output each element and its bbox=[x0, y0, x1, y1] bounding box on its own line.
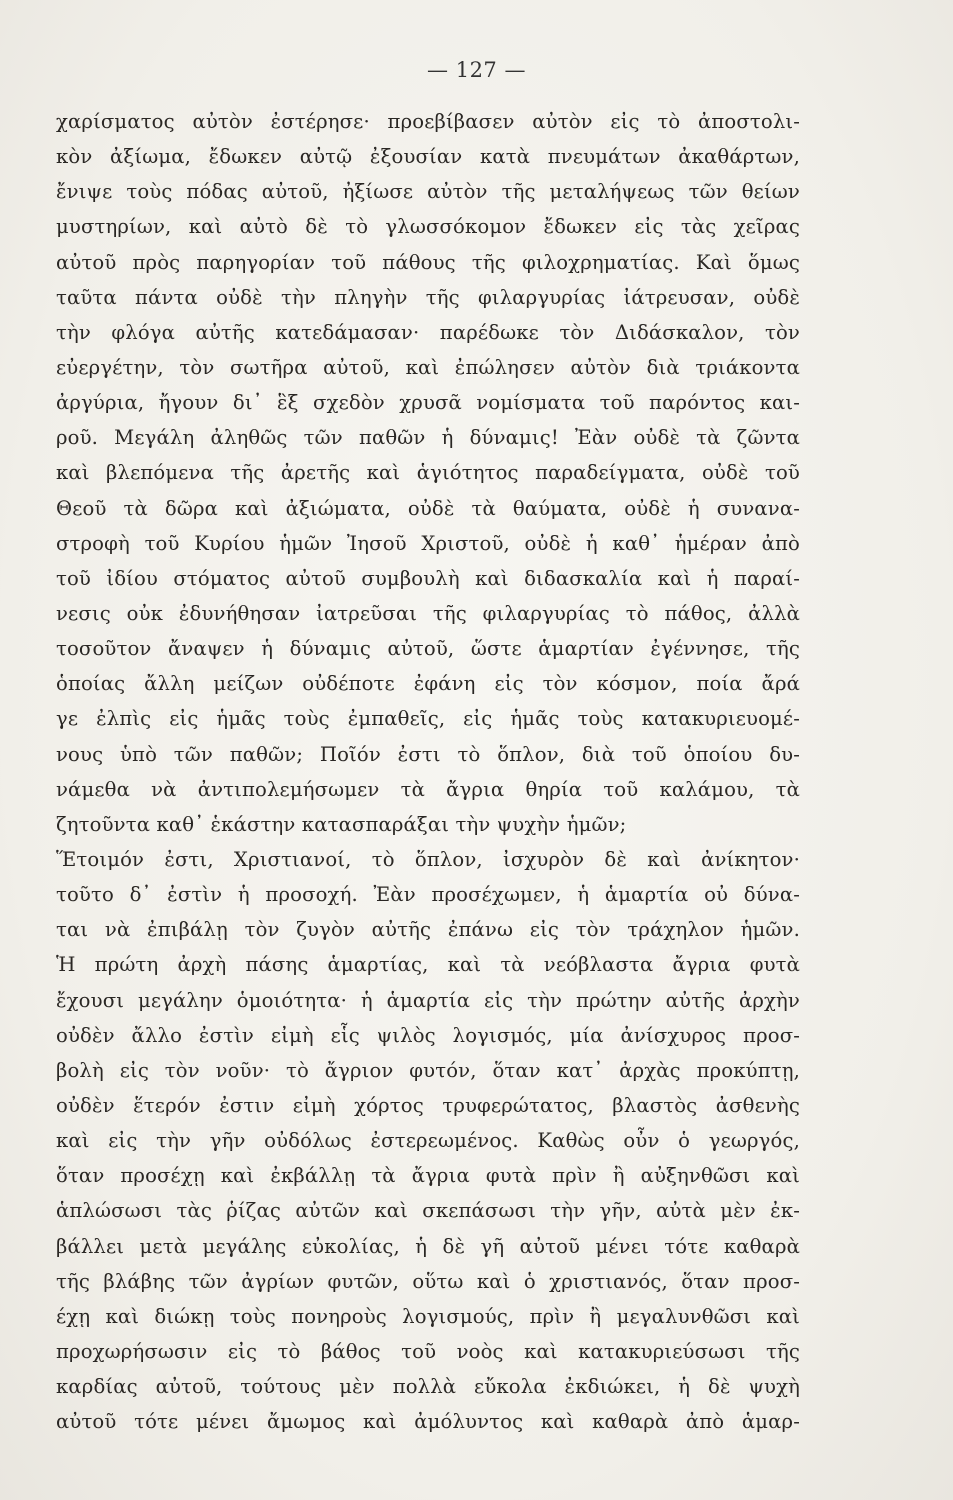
text-line: καρδίας αὐτοῦ, τούτους μὲν πολλὰ εὔκολα ἐκδιώκει, ἡ δὲ ψυχὴ bbox=[56, 1375, 800, 1399]
text-line: τῆς βλάβης τῶν ἀγρίων φυτῶν, οὕτω καὶ ὁ χριστιανός, ὅταν προσ- bbox=[56, 1269, 800, 1293]
text-line: Ἡ πρώτη ἀρχὴ πάσης ἁμαρτίας, καὶ τὰ νεόβλαστα ἄγρια φυτὰ bbox=[56, 953, 800, 977]
text-line: ἔνιψε τοὺς πόδας αὐτοῦ, ἠξίωσε αὐτὸν τῆς μεταλήψεως τῶν θείων bbox=[56, 180, 800, 204]
text-line: τὴν φλόγα αὐτῆς κατεδάμασαν· παρέδωκε τὸν Διδάσκαλον, τὸν bbox=[56, 320, 800, 344]
page-number: — 127 — bbox=[427, 58, 526, 82]
text-line: νεσις οὐκ ἐδυνήθησαν ἰατρεῦσαι τῆς φιλαργυρίας τὸ πάθος, ἀλλὰ bbox=[56, 601, 800, 625]
text-line: ταῦτα πάντα οὐδὲ τὴν πληγὴν τῆς φιλαργυρίας ἰάτρευσαν, οὐδὲ bbox=[56, 285, 800, 309]
text-line: καὶ εἰς τὴν γῆν οὐδόλως ἐστερεωμένος. Καθὼς οὖν ὁ γεωργός, bbox=[56, 1129, 800, 1153]
text-line: αὐτοῦ τότε μένει ἄμωμος καὶ ἀμόλυντος καὶ καθαρὰ ἀπὸ ἁμαρ- bbox=[56, 1410, 800, 1434]
text-line: ἔχουσι μεγάλην ὁμοιότητα· ἡ ἁμαρτία εἰς τὴν πρώτην αὐτῆς ἀρχὴν bbox=[56, 988, 800, 1012]
text-line: έχῃ καὶ διώκῃ τοὺς πονηροὺς λογισμούς, πρὶν ἢ μεγαλυνθῶσι καὶ bbox=[56, 1304, 800, 1328]
text-line: τοῦ ἰδίου στόματος αὐτοῦ συμβουλὴ καὶ διδασκαλία καὶ ἡ παραί- bbox=[56, 566, 800, 590]
text-line: ἀργύρια, ἤγουν δι᾽ ἓξ σχεδὸν χρυσᾶ νομίσματα τοῦ παρόντος και- bbox=[56, 391, 800, 415]
text-line: ἁπλώσωσι τὰς ῥίζας αὐτῶν καὶ σκεπάσωσι τὴν γῆν, αὐτὰ μὲν ἐκ- bbox=[56, 1199, 800, 1223]
text-line: νάμεθα νὰ ἀντιπολεμήσωμεν τὰ ἄγρια θηρία τοῦ καλάμου, τὰ bbox=[56, 777, 800, 801]
text-line: καὶ βλεπόμενα τῆς ἀρετῆς καὶ ἁγιότητος παραδείγματα, οὐδὲ τοῦ bbox=[56, 461, 800, 485]
text-line: στροφὴ τοῦ Κυρίου ἡμῶν Ἰησοῦ Χριστοῦ, οὐδὲ ἡ καθ᾽ ἡμέραν ἀπὸ bbox=[56, 531, 800, 555]
text-line: βολὴ εἰς τὸν νοῦν· τὸ ἄγριον φυτόν, ὅταν κατ᾽ ἀρχὰς προκύπτῃ, bbox=[56, 1058, 800, 1082]
text-line: οὐδὲν ἕτερόν ἐστιν εἰμὴ χόρτος τρυφερώτατος, βλαστὸς ἀσθενὴς bbox=[56, 1093, 800, 1117]
text-line: Ἕτοιμόν ἐστι, Χριστιανοί, τὸ ὅπλον, ἰσχυρὸν δὲ καὶ ἀνίκητον· bbox=[56, 847, 800, 871]
text-line: ὁποίας ἄλλη μείζων οὐδέποτε ἐφάνη εἰς τὸν κόσμον, ποία ἄρά bbox=[56, 672, 800, 696]
text-line: ὅταν προσέχῃ καὶ ἐκβάλλῃ τὰ ἄγρια φυτὰ πρὶν ἢ αὐξηνθῶσι καὶ bbox=[56, 1164, 800, 1188]
text-line: μυστηρίων, καὶ αὐτὸ δὲ τὸ γλωσσόκομον ἔδωκεν εἰς τὰς χεῖρας bbox=[56, 215, 800, 239]
text-line: Θεοῦ τὰ δῶρα καὶ ἀξιώματα, οὐδὲ τὰ θαύματα, οὐδὲ ἡ συνανα- bbox=[56, 496, 800, 520]
text-line: προχωρήσωσιν εἰς τὸ βάθος τοῦ νοὸς καὶ κατακυριεύσωσι τῆς bbox=[56, 1339, 800, 1363]
text-line: τοσοῦτον ἄναψεν ἡ δύναμις αὐτοῦ, ὥστε ἁμαρτίαν ἐγέννησε, τῆς bbox=[56, 637, 800, 661]
body-text bbox=[56, 104, 800, 1439]
text-line: νους ὑπὸ τῶν παθῶν; Ποῖόν ἐστι τὸ ὅπλον, διὰ τοῦ ὁποίου δυ- bbox=[56, 742, 800, 766]
text-line: χαρίσματος αὐτὸν ἐστέρησε· προεβίβασεν αὐτὸν εἰς τὸ ἀποστολι- bbox=[56, 110, 800, 133]
text-line: ζητοῦντα καθ᾽ ἑκάστην κατασπαράξαι τὴν ψυχὴν ἡμῶν; bbox=[56, 812, 627, 836]
text-line: ροῦ. Μεγάλη ἀληθῶς τῶν παθῶν ἡ δύναμις! Ἐὰν οὐδὲ τὰ ζῶντα bbox=[56, 426, 800, 450]
text-line: οὐδὲν ἄλλο ἐστὶν εἰμὴ εἷς ψιλὸς λογισμός, μία ἀνίσχυρος προσ- bbox=[56, 1023, 800, 1047]
text-line: τοῦτο δ᾽ ἐστὶν ἡ προσοχή. Ἐὰν προσέχωμεν, ἡ ἁμαρτία οὐ δύνα- bbox=[56, 883, 800, 907]
text-line: κὸν ἀξίωμα, ἔδωκεν αὐτῷ ἐξουσίαν κατὰ πνευμάτων ἀκαθάρτων, bbox=[56, 145, 800, 169]
text-line: αὐτοῦ πρὸς παρηγορίαν τοῦ πάθους τῆς φιλοχρηματίας. Καὶ ὅμως bbox=[56, 250, 800, 274]
text-line: βάλλει μετὰ μεγάλης εὐκολίας, ἡ δὲ γῆ αὐτοῦ μένει τότε καθαρὰ bbox=[56, 1234, 800, 1258]
text-line: ται νὰ ἐπιβάλῃ τὸν ζυγὸν αὐτῆς ἐπάνω εἰς τὸν τράχηλον ἡμῶν. bbox=[56, 918, 800, 942]
text-line: γε ἐλπὶς εἰς ἡμᾶς τοὺς ἐμπαθεῖς, εἰς ἡμᾶς τοὺς κατακυριευομέ- bbox=[56, 707, 800, 731]
text-line: εὐεργέτην, τὸν σωτῆρα αὐτοῦ, καὶ ἐπώλησεν αὐτὸν διὰ τριάκοντα bbox=[56, 355, 800, 379]
